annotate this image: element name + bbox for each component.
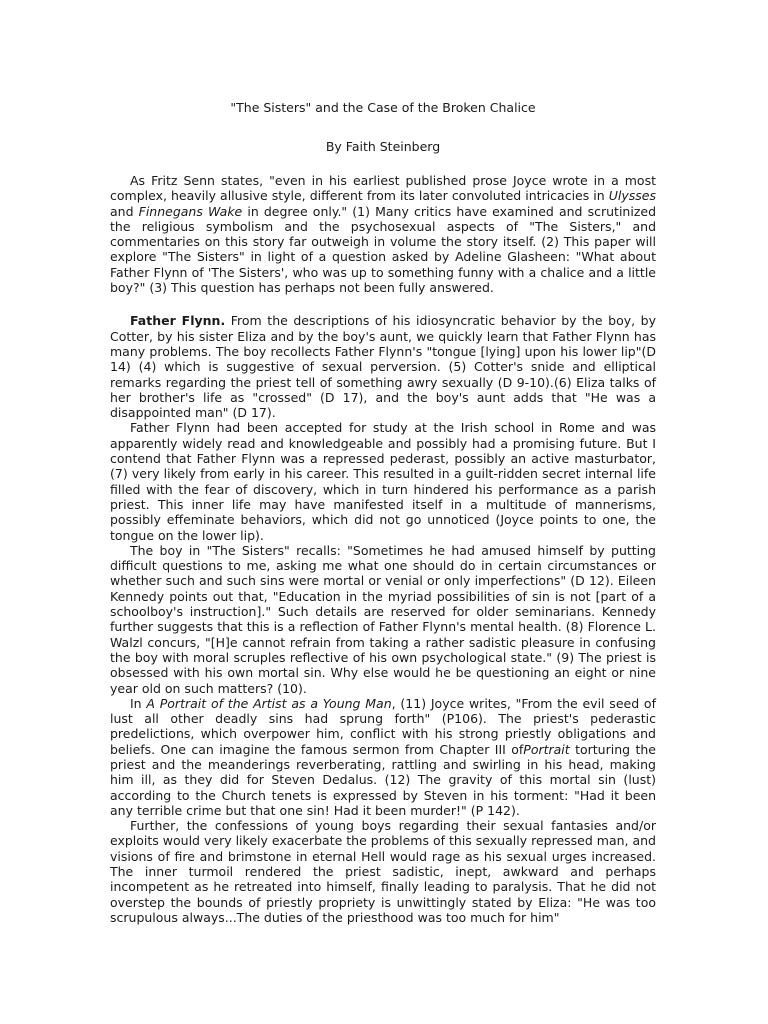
italic-title: A Portrait of the Artist as a Young Man — [146, 695, 392, 711]
section-heading: Father Flynn. — [130, 313, 226, 329]
paragraph-intro — [110, 173, 656, 295]
italic-title: Portrait — [523, 741, 570, 757]
paragraph-confessions — [110, 818, 656, 925]
paragraph-rome-study — [110, 420, 656, 542]
paragraph-text: The boy in "The Sisters" recalls: "Sometimes he had amused himself by putting difficult questions to me, asking me what one should do in certain circumstances or whether such and such sins were mortal or venial or only imperfections" (D 12). Eileen Kennedy points out that, "Education in the myriad possibilities of sin is not [part of a schoolboy's instruction]." Such details are reserved for older seminarians. Kennedy further suggests that this is a reflection of Father Flynn's mental health. (8) Florence L. Walzl concurs, "[H]e cannot refrain from taking a rather sadistic pleasure in confusing the boy with moral scruples reflective of his own psychological state." (9) The priest is obsessed with his own mortal sin. Why else would he be questioning an eight or nine year old on such matters? (10). — [110, 542, 656, 696]
paragraph-father-flynn — [110, 313, 656, 420]
paragraph-text: Father Flynn had been accepted for study at the Irish school in Rome and was apparently widely read and knowledgeable and possibly had a promising future. But I contend that Father Flynn was a repressed pederast, possibly an active masturbator, (7) very likely from early in his career. This resulted in a guilt-ridden secret internal life filled with the fear of discovery, which in turn hindered his performance as a parish priest. This inner life may have manifested itself in a multitude of mannerisms, possibly effeminate behaviors, which did not go unnoticed (Joyce points to one, the tongue on the lower lip). — [110, 420, 656, 543]
italic-title: Finnegans Wake — [138, 203, 243, 219]
paragraph-portrait — [110, 696, 656, 818]
paragraph-text: Further, the confessions of young boys regarding their sexual fantasies and/or exploits would very likely exacerbate the problems of this sexually repressed man, and visions of fire and brimstone in eternal Hell would rage as his sexual urges increased. The inner turmoil rendered the priest sadistic, inept, awkward and perhaps incompetent as he retreated into himself, finally leading to paralysis. That he did not overstep the bounds of priestly propriety is unwittingly stated by Eliza: "He was too scrupulous always...The duties of the priesthood was too much for him" — [110, 818, 656, 925]
paragraph-text: and — [110, 203, 139, 219]
document-title: "The Sisters" and the Case of the Broken Chalice — [230, 100, 536, 115]
italic-title: Ulysses — [608, 188, 656, 204]
paragraph-text: in degree only." (1) Many critics have examined and scrutinized the religious symbolism and the psychosexual aspects of "The Sisters," and commentaries on this story far outweigh in volume the story itself. (2) This paper will explore "The Sisters" in light of a question asked by Adeline Glasheen: "What about Father Flynn of 'The Sisters', who was up to something funny with a chalice and a little boy?" (3) This question has perhaps not been fully answered. — [110, 203, 656, 296]
document-author: By Faith Steinberg — [325, 139, 441, 154]
paragraph-difficult-questions — [110, 543, 656, 696]
paragraph-text: torturing the priest and the meanderings reverberating, rattling and swirling in his head, making him ill, as they did for Steven Dedalus. (12) The gravity of this mortal sin (lust) according to the Church tenets is expressed by Steven in his torment: "Had it been any terrible crime but that one sin! Had it been murder!" (P 142). — [110, 741, 656, 818]
paragraph-text: In — [130, 695, 147, 711]
paragraph-text: From the descriptions of his idiosyncratic behavior by the boy, by Cotter, by his sister Eliza and by the boy's aunt, we quickly learn that Father Flynn has many problems. The boy recollects Father Flynn's "tongue [lying] upon his lower lip"(D 14) (4) which is suggestive of sexual perversion. (5) Cotter's snide and elliptical remarks regarding the priest tell of something awry sexually (D 9-10).(6) Eliza talks of her brother's life as "crossed" (D 17), and the boy's aunt adds that "He was a disappointed man" (D 17). — [110, 313, 656, 421]
paragraph-text: , (11) Joyce writes, "From the evil seed of lust all other deadly sins had sprung forth" (P106). The priest's pederastic predelictions, which overpower him, conflict with his strong priestly obligations and beliefs. One can imagine the famous sermon from Chapter III of — [110, 695, 656, 757]
paragraph-text: As Fritz Senn states, "even in his earliest published prose Joyce wrote in a most complex, heavily allusive style, different from its later convoluted intricacies in — [110, 173, 656, 204]
